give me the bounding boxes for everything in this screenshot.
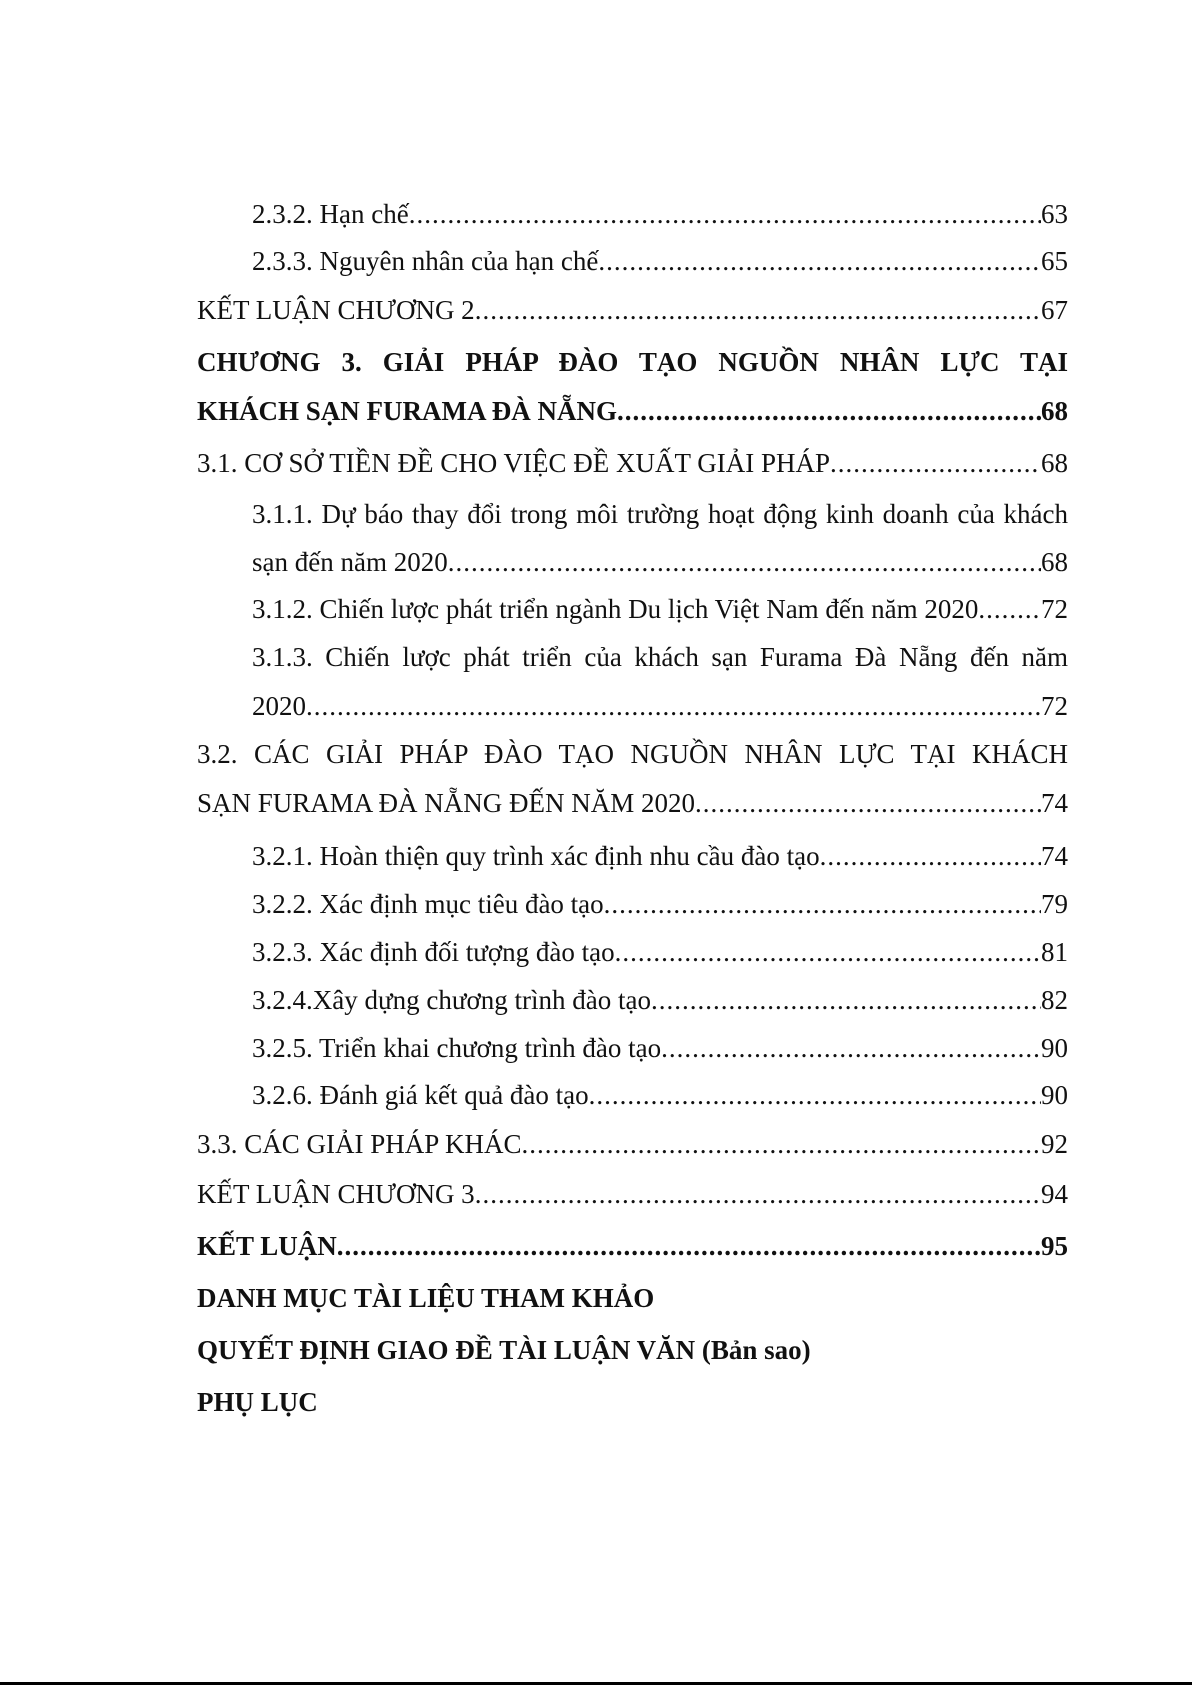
- toc-entry-title: 3.2.4.Xây dựng chương trình đào tạo: [252, 985, 651, 1015]
- toc-page-number: 68: [1041, 547, 1068, 577]
- toc-entry: [197, 779, 1068, 827]
- toc-page-number: 95: [1041, 1231, 1068, 1261]
- toc-entry: [252, 682, 1068, 730]
- toc-page-number: 74: [1041, 841, 1068, 871]
- toc-entry: [252, 976, 1068, 1024]
- toc-entry: [197, 1120, 1068, 1168]
- dot-leader: [978, 585, 1041, 633]
- toc-entry-title: sạn đến năm 2020: [252, 547, 448, 577]
- toc-entry-title: PHỤ LỤC: [197, 1387, 318, 1417]
- dot-leader: [475, 286, 1041, 334]
- toc-entry: [252, 1024, 1068, 1072]
- toc-page-number: 74: [1041, 788, 1068, 818]
- toc-entry-title: 3.1.2. Chiến lược phát triển ngành Du lịch Việt Nam đến năm 2020: [252, 594, 979, 624]
- toc-entry-title: 3.1.1. Dự báo thay đổi trong môi trường hoạt động kinh doanh của khách: [252, 499, 1068, 529]
- toc-entry-title: 3.3. CÁC GIẢI PHÁP KHÁC: [197, 1129, 522, 1159]
- toc-entry: [252, 832, 1068, 880]
- toc-entry: [252, 1071, 1068, 1119]
- toc-entry-title: 3.2.6. Đánh giá kết quả đào tạo: [252, 1080, 589, 1110]
- toc-entry: [197, 286, 1068, 334]
- toc-entry: [252, 538, 1068, 586]
- dot-leader: [615, 928, 1041, 976]
- toc-page-number: 65: [1041, 246, 1068, 276]
- dot-leader: [598, 237, 1041, 285]
- toc-entry: [197, 387, 1068, 435]
- dot-leader: [306, 682, 1041, 730]
- toc-entry: [252, 237, 1068, 285]
- toc-entry-title: 2020: [252, 691, 306, 721]
- dot-leader: [651, 976, 1041, 1024]
- toc-entry-title: CHƯƠNG 3. GIẢI PHÁP ĐÀO TẠO NGUỒN NHÂN LỰC TẠI: [197, 347, 1068, 377]
- toc-entry: [197, 1222, 1068, 1270]
- toc-entry-title: KHÁCH SẠN FURAMA ĐÀ NẴNG: [197, 396, 617, 426]
- toc-page-number: 92: [1041, 1129, 1068, 1159]
- toc-page-number: 94: [1041, 1179, 1068, 1209]
- toc-page-number: 67: [1041, 295, 1068, 325]
- toc-page-number: 72: [1041, 691, 1068, 721]
- toc-entry-title: 3.2.2. Xác định mục tiêu đào tạo: [252, 889, 604, 919]
- toc-line: [197, 338, 1068, 386]
- toc-page-number: 68: [1041, 448, 1068, 478]
- toc-line: [197, 1378, 1068, 1426]
- toc-entry-title: 3.2.1. Hoàn thiện quy trình xác định nhu cầu đào tạo: [252, 841, 820, 871]
- toc-line: [252, 490, 1068, 538]
- toc-page-number: 81: [1041, 937, 1068, 967]
- toc-entry-title: 2.3.2. Hạn chế: [252, 199, 409, 229]
- toc-entry: [197, 439, 1068, 487]
- toc-entry-title: 2.3.3. Nguyên nhân của hạn chế: [252, 246, 599, 276]
- toc-page-number: 90: [1041, 1033, 1068, 1063]
- toc-line: [252, 633, 1068, 681]
- toc-page-number: 82: [1041, 985, 1068, 1015]
- toc-page-number: 79: [1041, 889, 1068, 919]
- toc-entry-title: DANH MỤC TÀI LIỆU THAM KHẢO: [197, 1283, 655, 1313]
- toc-entry-title: 3.2.5. Triển khai chương trình đào tạo: [252, 1033, 662, 1063]
- dot-leader: [604, 880, 1041, 928]
- toc-entry-title: SẠN FURAMA ĐÀ NẴNG ĐẾN NĂM 2020: [197, 788, 696, 818]
- toc-entry-title: QUYẾT ĐỊNH GIAO ĐỀ TÀI LUẬN VĂN (Bản sao): [197, 1335, 811, 1365]
- dot-leader: [475, 1170, 1041, 1218]
- toc-entry: [252, 585, 1068, 633]
- dot-leader: [830, 439, 1041, 487]
- dot-leader: [589, 1071, 1041, 1119]
- toc-entry-title: KẾT LUẬN: [197, 1231, 337, 1261]
- toc-entry-title: KẾT LUẬN CHƯƠNG 3: [197, 1179, 475, 1209]
- toc-entry: [197, 1170, 1068, 1218]
- toc-page-number: 63: [1041, 199, 1068, 229]
- toc-entry: [252, 928, 1068, 976]
- toc-entry-title: KẾT LUẬN CHƯƠNG 2: [197, 295, 475, 325]
- toc-entry-title: 3.2. CÁC GIẢI PHÁP ĐÀO TẠO NGUỒN NHÂN LỰC TẠI KHÁCH: [197, 739, 1068, 769]
- toc-entry: [252, 880, 1068, 928]
- dot-leader: [337, 1222, 1041, 1270]
- dot-leader: [661, 1024, 1041, 1072]
- toc-page-number: 72: [1041, 594, 1068, 624]
- dot-leader: [820, 832, 1041, 880]
- toc-page-number: 90: [1041, 1080, 1068, 1110]
- toc-entry: [252, 190, 1068, 238]
- toc-entry-title: 3.1. CƠ SỞ TIỀN ĐỀ CHO VIỆC ĐỀ XUẤT GIẢI PHÁP: [197, 448, 831, 478]
- toc-page-number: 68: [1041, 396, 1068, 426]
- toc-line: [197, 1274, 1068, 1322]
- dot-leader: [448, 538, 1041, 586]
- toc-line: [197, 1326, 1068, 1374]
- toc-entry-title: 3.2.3. Xác định đối tượng đào tạo: [252, 937, 615, 967]
- toc-line: [197, 730, 1068, 778]
- dot-leader: [695, 779, 1041, 827]
- dot-leader: [409, 190, 1041, 238]
- dot-leader: [617, 387, 1041, 435]
- toc-entry-title: 3.1.3. Chiến lược phát triển của khách sạn Furama Đà Nẵng đến năm: [252, 642, 1068, 672]
- dot-leader: [522, 1120, 1041, 1168]
